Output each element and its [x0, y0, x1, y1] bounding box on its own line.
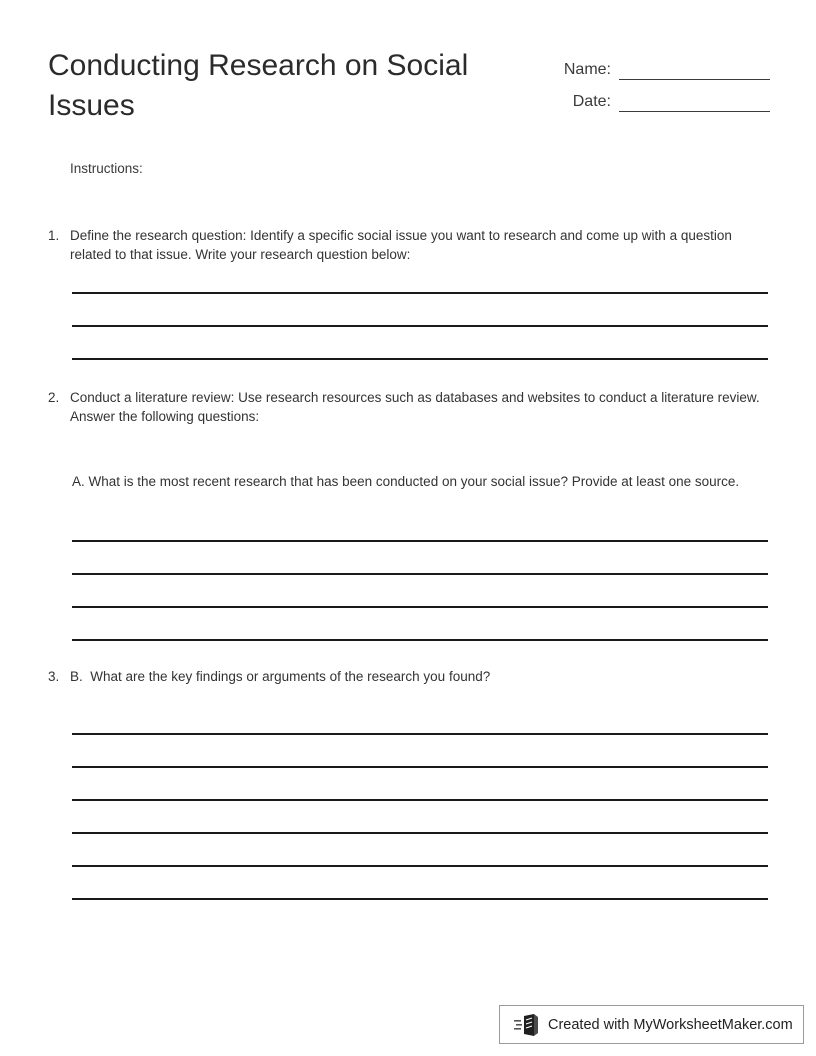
question-3-number: 3.: [48, 669, 60, 684]
page-header: [0, 0, 816, 150]
answer-line[interactable]: [72, 898, 768, 900]
answer-line[interactable]: [72, 733, 768, 735]
question-3-row: [48, 668, 768, 687]
worksheet-maker-badge[interactable]: [499, 1005, 804, 1044]
name-input-line[interactable]: [619, 60, 770, 80]
question-1-answer-lines: [72, 292, 768, 360]
date-field-row: [540, 80, 770, 112]
question-2-row: [48, 389, 768, 426]
name-field-row: [540, 48, 770, 80]
question-2-number: 2.: [48, 390, 60, 405]
worksheet-maker-logo-icon: [514, 1014, 540, 1036]
badge-text: Created with MyWorksheetMaker.com: [548, 1016, 793, 1033]
answer-line[interactable]: [72, 358, 768, 360]
student-info-fields: [540, 48, 770, 112]
name-label: Name:: [563, 61, 611, 78]
answer-line[interactable]: [72, 540, 768, 542]
question-2-text: Conduct a literature review: Use research resources such as databases and websites to conduct a literature review. Answer the following questions:: [70, 390, 763, 424]
answer-line[interactable]: [72, 799, 768, 801]
answer-line[interactable]: [72, 639, 768, 641]
answer-line[interactable]: [72, 606, 768, 608]
subquestion-a-text: A. What is the most recent research that has been conducted on your social issue? Provide at least one source.: [72, 474, 740, 489]
page-title: Conducting Research on Social Issues: [48, 49, 469, 122]
date-label: Date:: [572, 93, 611, 110]
question-3: [48, 668, 768, 687]
answer-line[interactable]: [72, 865, 768, 867]
subquestion-a-answer-lines: [72, 540, 768, 641]
answer-line[interactable]: [72, 766, 768, 768]
question-1-text: Define the research question: Identify a specific social issue you want to research and come up with a question related to that issue. Write your research question below:: [70, 228, 736, 262]
answer-line[interactable]: [72, 292, 768, 294]
question-2: [48, 389, 768, 426]
answer-line[interactable]: [72, 832, 768, 834]
date-input-line[interactable]: [619, 92, 770, 112]
answer-line[interactable]: [72, 325, 768, 327]
instructions-label: Instructions:: [70, 161, 143, 176]
question-3-text: B. What are the key findings or arguments of the research you found?: [70, 669, 491, 684]
question-1-number: 1.: [48, 228, 60, 243]
question-1-row: [48, 227, 768, 264]
question-3-answer-lines: [72, 733, 768, 900]
answer-line[interactable]: [72, 573, 768, 575]
question-1: [48, 227, 768, 264]
